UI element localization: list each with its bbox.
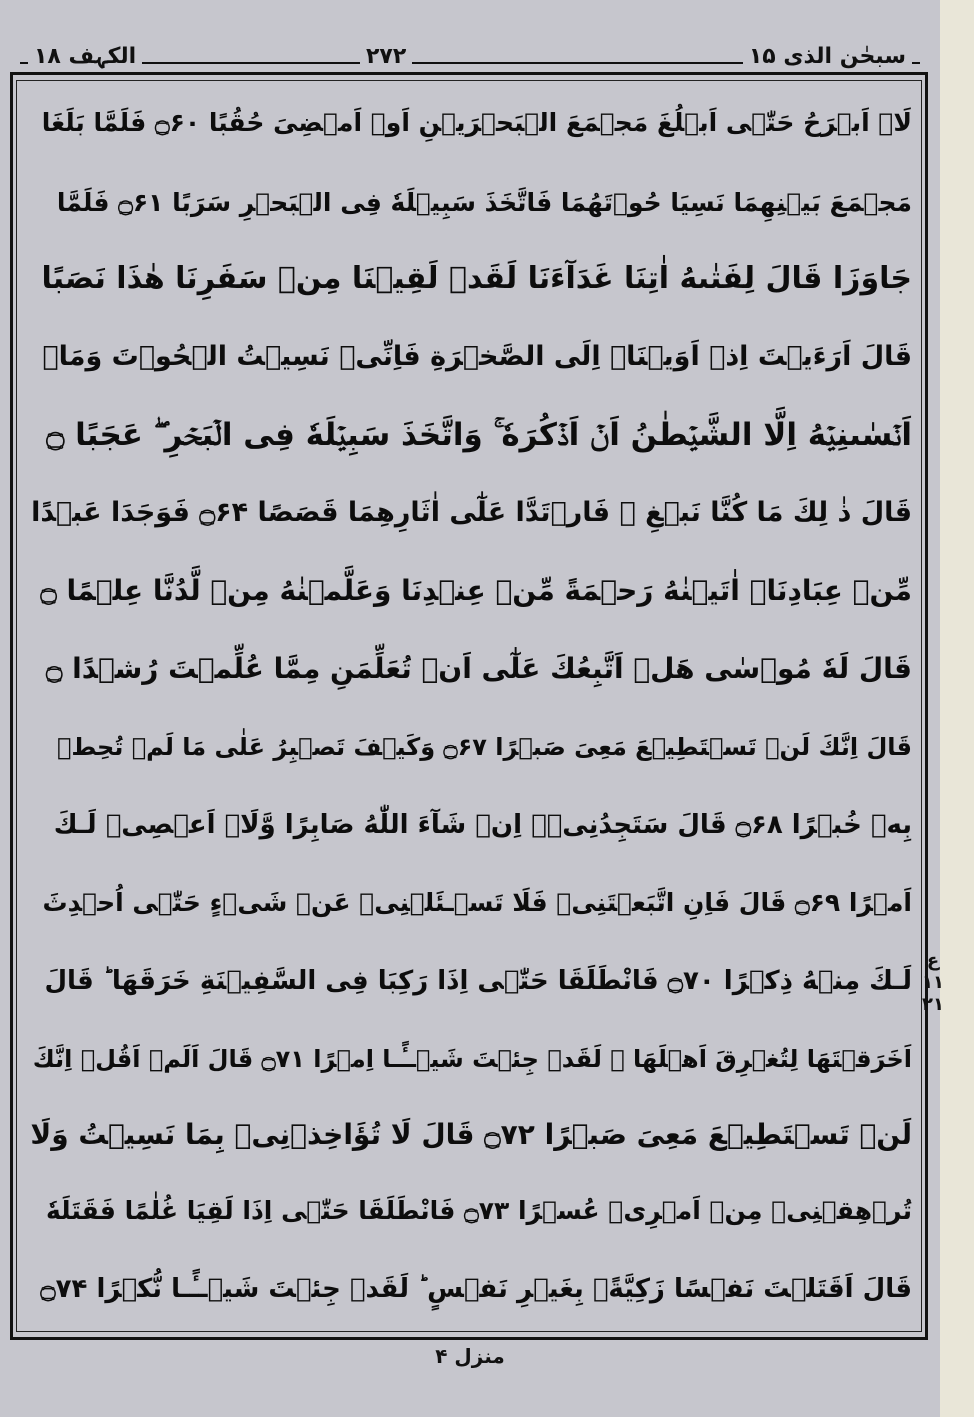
- text-line: [20, 400, 920, 470]
- line-text: اَخَرَقۡتَهَا لِتُغۡرِقَ اَهۡلَهَا‌ ۚ لَقَدۡ جِئۡتَ شَيۡــًٔـا اِمۡرًا ۝۷۱ قَالَ اَلَمۡ اَقُلۡ اِنَّكَ: [32, 1045, 912, 1073]
- text-line: [20, 1024, 920, 1094]
- line-text: اَنۡسٰٮنِيۡهُ اِلَّا الشَّيۡطٰنُ اَنۡ اَذۡكُرَهٗ‌ ۚ وَاتَّخَذَ سَبِيۡلَهٗ فِى الۡبَحۡرِ ‌ۖ عَجَبًا ۝: [46, 417, 912, 453]
- line-text: قَالَ اَرَءَيۡتَ اِذۡ اَوَيۡنَاۤ اِلَى الصَّخۡرَةِ فَاِنِّىۡ نَسِيۡتُ الۡحُوۡتَ وَمَاۤ: [42, 341, 912, 372]
- line-text: بِهٖ خُبۡرًا ۝۶۸ قَالَ سَتَجِدُنِىۡۤ اِنۡ شَآءَ اللّٰهُ صَابِرًا وَّلَاۤ اَعۡصِىۡ لَـكَ: [53, 810, 912, 840]
- text-line: [20, 868, 920, 938]
- text-line: [20, 168, 920, 238]
- line-text: مَجۡمَعَ بَيۡنِهِمَا نَسِيَا حُوۡتَهُمَا فَاتَّخَذَ سَبِيۡلَهٗ فِى الۡبَحۡرِ سَرَبًا ۝۶۱ فَلَمَّا: [56, 188, 912, 217]
- line-text: اَمۡرًا ۝۶۹ قَالَ فَاِنِ اتَّبَعۡتَنِىۡ فَلَا تَسۡـئَلۡنِىۡ عَنۡ شَىۡءٍ حَتّٰۤى اُحۡدِثَ: [42, 888, 912, 917]
- text-line: [20, 712, 920, 782]
- line-text: قَالَ اَقَتَلۡتَ نَفۡسًا زَكِيَّةًۢ بِغَيۡرِ نَفۡسٍ ؕ لَقَدۡ جِئۡتَ شَيۡــًٔـا نُّكۡرًا ۝۷۴: [40, 1274, 912, 1304]
- text-line: [20, 244, 920, 314]
- text-line: [20, 1100, 920, 1170]
- text-line: [20, 1176, 920, 1246]
- line-text: لَنۡ تَسۡتَطِيۡعَ مَعِىَ صَبۡرًا ۝۷۲ قَالَ لَا تُؤَاخِذۡنِىۡ بِمَا نَسِيۡتُ وَلَا: [30, 1118, 912, 1151]
- text-line: [20, 1254, 920, 1324]
- header-page-number: ۲۷۲: [360, 44, 412, 69]
- line-text: لَـكَ مِنۡهُ ذِكۡرًا ۝۷۰ فَانْطَلَقَا حَتّٰۤى اِذَا رَكِبَا فِى السَّفِيۡنَةِ خَرَقَهَا ‌ؕ قَالَ: [44, 966, 912, 996]
- manzil-footer: منزل ۴: [435, 1344, 505, 1368]
- ruku-margin-marker: ع ۱۱ ۲۱: [922, 950, 944, 1015]
- text-line: [20, 88, 920, 158]
- line-text: تُرۡهِقۡنِىۡ مِنۡ اَمۡرِىۡ عُسۡرًا ۝۷۳ فَانْطَلَقَا حَتّٰۤى اِذَا لَقِيَا غُلٰمًا فَقَتَلَهٗ: [45, 1196, 912, 1225]
- line-text: قَالَ اِنَّكَ لَنۡ تَسۡتَطِيۡعَ مَعِىَ صَبۡرًا ۝۶۷ وَكَيۡفَ تَصۡبِرُ عَلٰى مَا لَمۡ تُحِطۡ: [56, 733, 912, 761]
- line-text: لَاۤ اَبۡرَحُ حَتّٰۤى اَبۡلُغَ مَجۡمَعَ الۡبَحۡرَيۡنِ اَوۡ اَمۡضِىَ حُقُبًا ۝۶۰ فَلَمَّا بَلَغَا: [41, 108, 912, 137]
- line-text: جَاوَزَا قَالَ لِفَتٰٮهُ اٰتِنَا غَدَآءَنَا لَقَدۡ لَقِيۡنَا مِنۡ سَفَرِنَا هٰذَا نَصَبًا: [41, 261, 912, 296]
- text-line: [20, 634, 920, 704]
- header-surah-name: الکہف ۱۸: [28, 44, 142, 69]
- text-line: [20, 322, 920, 392]
- text-line: [20, 946, 920, 1016]
- header-para-name: سبحٰن الذی ۱۵: [743, 44, 912, 69]
- line-text: قَالَ لَهٗ مُوۡسٰى هَلۡ اَتَّبِعُكَ عَلٰٓى اَنۡ تُعَلِّمَنِ مِمَّا عُلِّمۡتَ رُشۡدًا ۝: [46, 652, 912, 685]
- text-line: [20, 556, 920, 626]
- line-text: قَالَ ذٰ لِكَ مَا كُنَّا نَبۡغِ ‌ۖ فَارۡتَدَّا عَلٰٓى اٰثَارِهِمَا قَصَصًا ۝۶۴ فَوَجَدَا عَبۡدًا: [31, 497, 912, 528]
- line-text: مِّنۡ عِبَادِنَاۤ اٰتَيۡنٰهُ رَحۡمَةً مِّنۡ عِنۡدِنَا وَعَلَّمۡنٰهُ مِنۡ لَّدُنَّا عِلۡمًا ۝: [40, 574, 912, 607]
- text-line: [20, 478, 920, 548]
- page-edge: [940, 0, 974, 1417]
- text-line: [20, 790, 920, 860]
